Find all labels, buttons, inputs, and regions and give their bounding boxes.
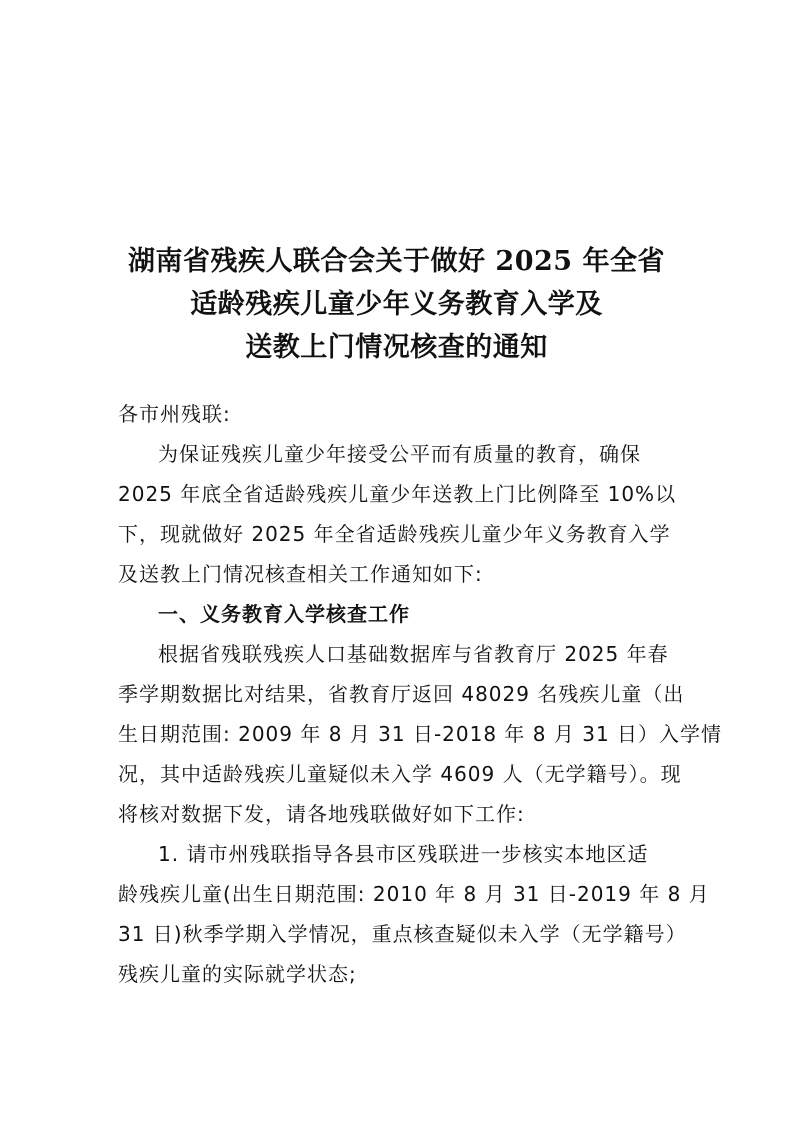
section-1-line-3: 生日期范围: 2009 年 8 月 31 日-2018 年 8 月 31 日）入学情	[118, 722, 723, 746]
item-1-line-4: 残疾儿童的实际就学状态;	[118, 962, 357, 986]
title-line-1: 湖南省残疾人联合会关于做好 2025 年全省	[128, 246, 665, 277]
intro-line-3: 下，现就做好 2025 年全省适龄残疾儿童少年义务教育入学	[118, 522, 671, 546]
document-title	[0, 240, 793, 369]
section-1-line-2: 季学期数据比对结果，省教育厅返回 48029 名残疾儿童（出	[118, 682, 685, 706]
item-1-line-1: 1. 请市州残联指导各县市区残联进一步核实本地区适	[158, 842, 649, 866]
section-1-line-1: 根据省残联残疾人口基础数据库与省教育厅 2025 年春	[158, 642, 669, 666]
intro-line-2: 2025 年底全省适龄残疾儿童少年送教上门比例降至 10%以	[118, 482, 677, 506]
section-1-line-5: 将核对数据下发，请各地残联做好如下工作:	[118, 802, 525, 826]
intro-line-1: 为保证残疾儿童少年接受公平而有质量的教育，确保	[158, 442, 641, 466]
section-1-heading: 一、义务教育入学核查工作	[158, 602, 410, 626]
section-1-line-4: 况，其中适龄残疾儿童疑似未入学 4609 人（无学籍号）。现	[118, 762, 682, 786]
item-1-line-2: 龄残疾儿童(出生日期范围: 2010 年 8 月 31 日-2019 年 8 月	[118, 882, 710, 906]
intro-line-4: 及送教上门情况核查相关工作通知如下:	[118, 562, 483, 586]
salutation: 各市州残联:	[118, 402, 231, 426]
document-body	[118, 394, 723, 994]
item-1-line-3: 31 日)秋季学期入学情况，重点核查疑似未入学（无学籍号）	[118, 922, 687, 946]
title-line-3: 送教上门情况核查的通知	[245, 332, 548, 363]
title-line-2: 适龄残疾儿童少年义务教育入学及	[190, 289, 603, 320]
